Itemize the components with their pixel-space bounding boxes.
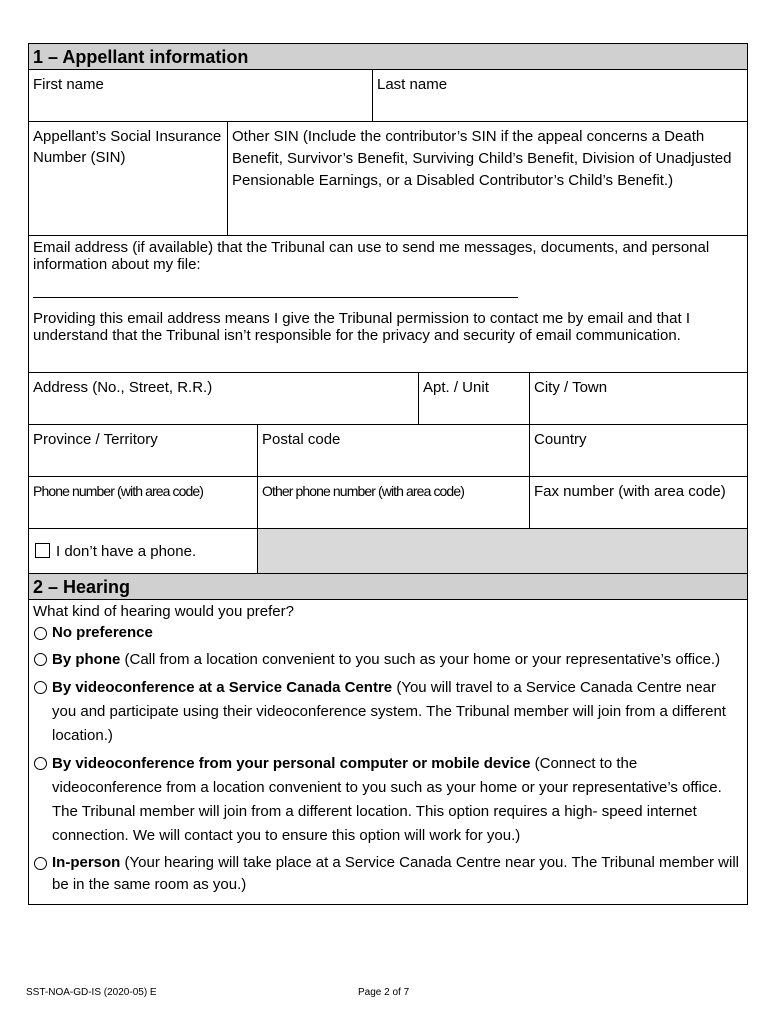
phone-field[interactable]: Phone number (with area code) <box>33 483 204 499</box>
other-sin-field[interactable]: Other SIN (Include the contributor’s SIN if the appeal concerns a Death Benefit, Survivor’s Benefit, Surviving Child’s Benefit, Division of Unadjusted Pensionable Earnings, or a Disabled Contributor’s Child’s Benefit.) <box>227 122 747 235</box>
province-row <box>29 425 747 477</box>
postal-code-field[interactable]: Postal code <box>257 425 529 476</box>
sin-row <box>29 122 747 236</box>
address-row <box>29 373 747 425</box>
other-phone-field[interactable]: Other phone number (with area code) <box>257 477 529 528</box>
address-field[interactable]: Address (No., Street, R.R.) <box>33 379 213 396</box>
email-label: Email address (if available) that the Tribunal can use to send me messages, documents, and personal information about my file: <box>33 239 710 273</box>
radio-videoconference-service-canada[interactable] <box>34 681 47 694</box>
form-code: SST-NOA-GD-IS (2020-05) E <box>26 987 157 998</box>
option-label: No preference <box>52 624 153 641</box>
option-no-preference[interactable] <box>33 622 743 644</box>
page-number: Page 2 of 7 <box>358 987 410 998</box>
city-field[interactable]: City / Town <box>529 373 747 424</box>
email-field[interactable] <box>29 236 747 372</box>
option-label: By phone <box>52 651 121 668</box>
radio-videoconference-personal-device[interactable] <box>34 757 47 770</box>
first-name-field[interactable]: First name <box>33 76 104 93</box>
option-videoconference-service-canada[interactable] <box>33 676 743 748</box>
no-phone-checkbox[interactable] <box>35 543 50 558</box>
option-in-person[interactable] <box>33 852 743 896</box>
option-desc: (You will travel to a Service Canada Centre near you and participate using their videoconference system. The Tribunal member will join from a different location.) <box>52 679 726 744</box>
no-phone-row <box>29 529 747 574</box>
last-name-field[interactable]: Last name <box>372 70 747 121</box>
option-label: By videoconference from your personal computer or mobile device <box>52 755 531 772</box>
no-phone-label: I don’t have a phone. <box>56 543 197 560</box>
hearing-question: What kind of hearing would you prefer? <box>33 603 294 620</box>
option-label: In-person <box>52 854 121 871</box>
sin-field[interactable]: Appellant’s Social Insurance Number (SIN) <box>33 128 222 166</box>
option-label: By videoconference at a Service Canada Centre <box>52 679 393 696</box>
fax-field[interactable]: Fax number (with area code) <box>529 477 747 528</box>
email-input-line[interactable] <box>33 287 518 298</box>
email-row <box>29 236 747 373</box>
radio-no-preference[interactable] <box>34 627 47 640</box>
section-2-header: 2 – Hearing <box>29 574 747 600</box>
form-page <box>28 43 748 905</box>
province-field[interactable]: Province / Territory <box>33 431 158 448</box>
radio-in-person[interactable] <box>34 857 47 870</box>
option-desc: (Call from a location convenient to you such as your home or your representative’s office.) <box>124 651 721 668</box>
apt-field[interactable]: Apt. / Unit <box>418 373 529 424</box>
no-phone-option[interactable] <box>29 529 257 573</box>
email-consent-text: Providing this email address means I give the Tribunal permission to contact me by email and that I understand that the Tribunal isn’t responsible for the privacy and security of email communication. <box>33 310 690 344</box>
name-row <box>29 70 747 122</box>
hearing-section <box>29 600 747 904</box>
option-desc: (Connect to the videoconference from a location convenient to you such as your home or your representative’s office. The Tribunal member will join from a different location. This option requires a high- speed internet connection. We will contact you to ensure this option will work for you.) <box>52 755 722 844</box>
option-by-phone[interactable] <box>33 648 743 672</box>
option-desc: (Your hearing will take place at a Service Canada Centre near you. The Tribunal member will be in the same room as you.) <box>52 854 740 893</box>
grey-filler <box>257 529 747 573</box>
radio-by-phone[interactable] <box>34 653 47 666</box>
section-1-header: 1 – Appellant information <box>29 44 747 70</box>
option-videoconference-personal-device[interactable] <box>33 752 743 848</box>
country-field[interactable]: Country <box>529 425 747 476</box>
phone-row <box>29 477 747 529</box>
